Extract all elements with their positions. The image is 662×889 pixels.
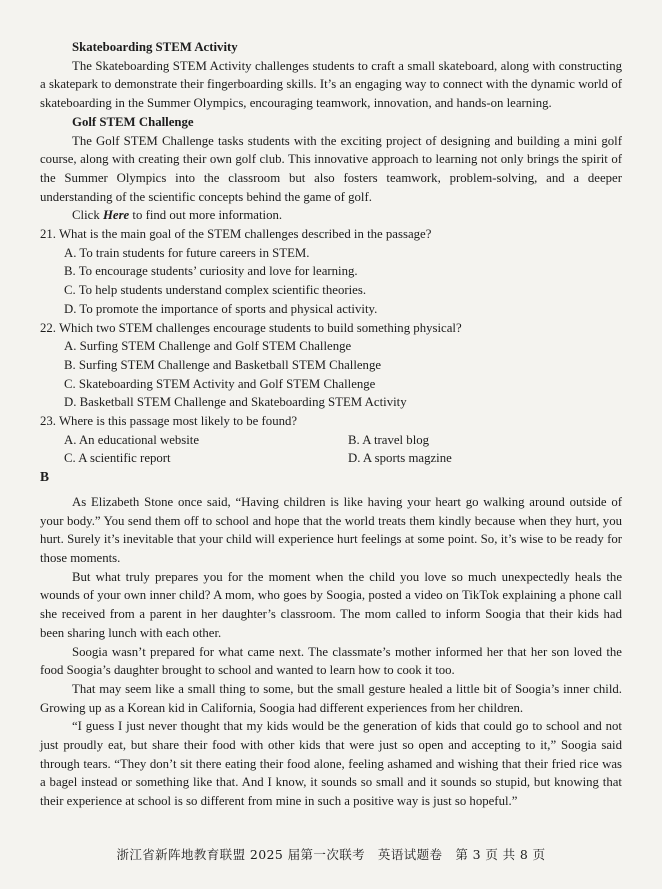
here-link[interactable]: Here [102,208,130,223]
question-23: 23. Where is this passage most likely to be found? [40,414,298,429]
q23-option-d: D. A sports magzine [348,451,452,466]
q22-option-d: D. Basketball STEM Challenge and Skateboarding STEM Activity [64,395,407,410]
q23-options-row-1 [40,431,622,450]
q22-option-c: C. Skateboarding STEM Activity and Golf STEM Challenge [64,376,376,391]
q21-option-b: B. To encourage students’ curiosity and love for learning. [64,264,358,279]
passage-b-paragraph-5: “I guess I just never thought that my kids would be the generation of kids that could go to school and not just proudly eat, but share their food with other kids that were just so open and accepting to it,” Soogia said through tears. “They don’t sit there eating their food alone, feeling ashamed and wishing that their fried rice was a bagel instead or something like that. And I know, it sounds so small and it sounds so stupid, but knowing that their experience at school is so different from mine in such a positive way is just so hopeful.” [40,719,622,809]
q23-option-c: C. A scientific report [64,451,171,466]
question-22: 22. Which two STEM challenges encourage students to build something physical? [40,320,462,335]
passage-b-paragraph-4: That may seem like a small thing to some, but the small gesture healed a little bit of Soogia’s inner child. Growing up as a Korean kid in California, Soogia had different experiences from her children. [40,681,622,715]
click-suffix: to find out more information. [129,208,283,223]
golf-paragraph: The Golf STEM Challenge tasks students with the exciting project of designing and building a mini golf course, along with creating their own golf club. This innovative approach to learning not only brings the spirit of the Summer Olympics into the classroom but also fosters teamwork, problem-solving, and a deeper understanding of the scientific concepts behind the game of golf. [40,133,622,204]
q21-option-d: D. To promote the importance of sports and physical activity. [64,301,378,316]
skateboarding-paragraph: The Skateboarding STEM Activity challenges students to craft a small skateboard, along with constructing a skatepark to demonstrate their fingerboarding skills. It’s an engaging way to connect with the dynamic world of skateboarding in the Summer Olympics, encouraging teamwork, innovation, and hands-on learning. [40,58,622,111]
click-prefix: Click [72,208,103,223]
q23-options-row-2 [40,449,622,468]
click-here-line [40,206,622,225]
skateboarding-heading: Skateboarding STEM Activity [72,40,238,54]
golf-heading: Golf STEM Challenge [72,114,194,129]
q22-option-b: B. Surfing STEM Challenge and Basketball STEM Challenge [64,357,382,372]
section-b-label: B [40,469,50,485]
q23-option-b: B. A travel blog [348,432,430,447]
q23-option-a: A. An educational website [64,432,200,447]
q21-option-a: A. To train students for future careers in STEM. [64,245,310,260]
q21-option-c: C. To help students understand complex scientific theories. [64,283,367,298]
q22-option-a: A. Surfing STEM Challenge and Golf STEM Challenge [64,339,352,354]
passage-b-paragraph-2: But what truly prepares you for the moment when the child you love so much unexpectedly heals the wounds of your own inner child? A mom, who goes by Soogia, posted a video on TikTok explaining a phone call she received from a parent in her daughter’s classroom. The mom called to inform Soogia that their kids had been sharing lunch with each other. [40,569,622,640]
passage-b-paragraph-3: Soogia wasn’t prepared for what came next. The classmate’s mother informed her that her son loved the food Soogia’s daughter brought to school and wanted to learn how to cook it too. [40,644,622,678]
page-footer: 浙江省新阵地教育联盟 2025 届第一次联考 英语试题卷 第 3 页 共 8 页 [116,847,546,862]
passage-b-paragraph-1: As Elizabeth Stone once said, “Having children is like having your heart go walking around outside of your body.” You send them off to school and hope that the world treats them kindly because when they hurt, you hurt. Surely it’s inevitable that your child will experience hurt feelings at some point. So, it’s wise to be ready for those moments. [40,494,622,565]
question-21: 21. What is the main goal of the STEM challenges described in the passage? [40,227,432,242]
page-content [40,38,622,811]
